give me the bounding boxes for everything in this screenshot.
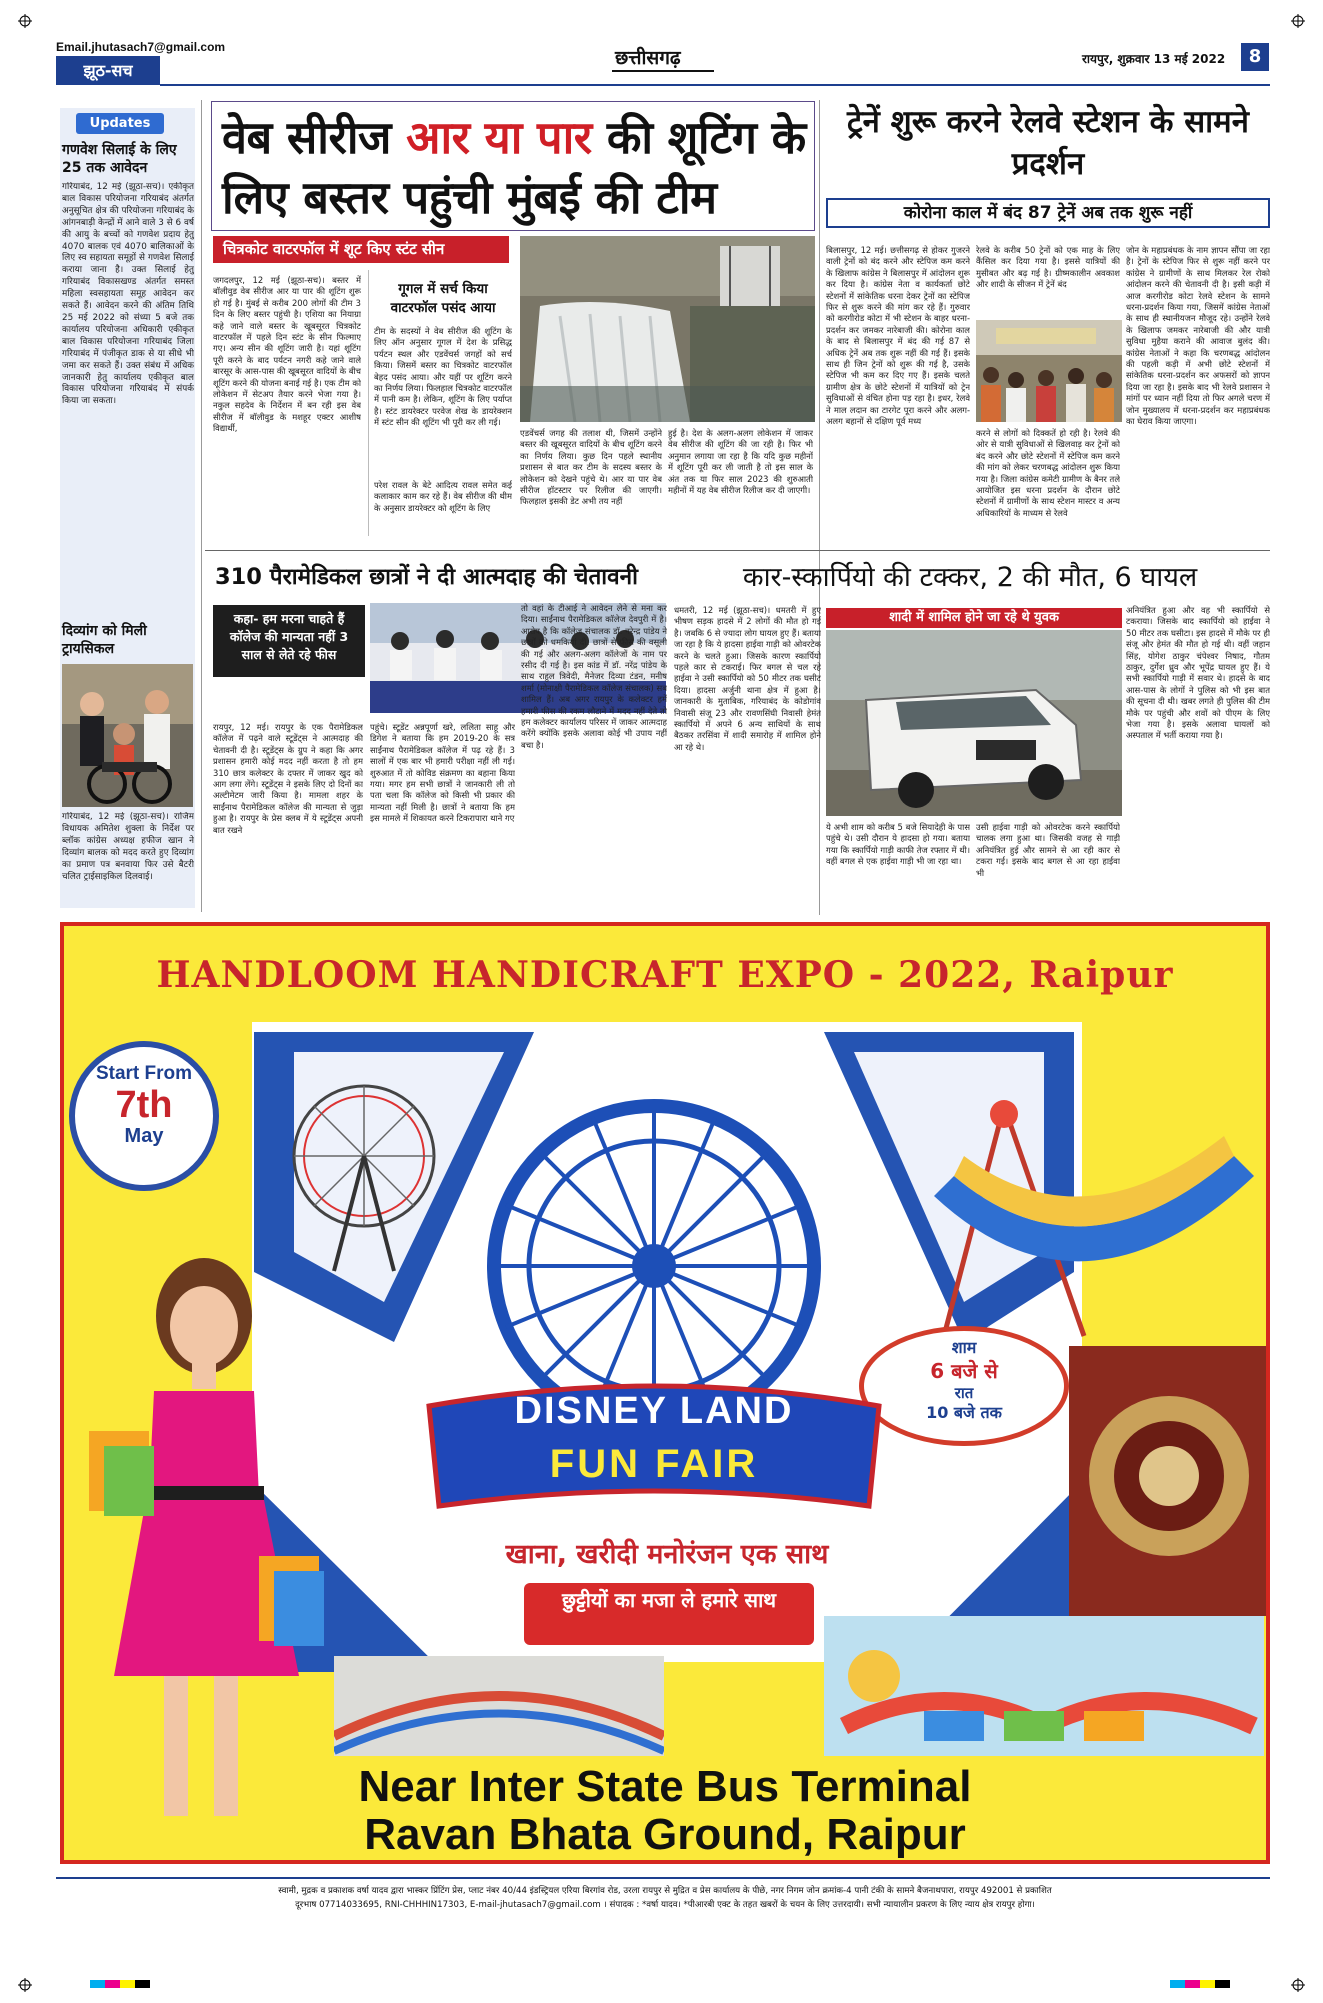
logo-text-top: DISNEY LAND bbox=[514, 1390, 794, 1432]
story-body: धमतरी, 12 मई (झूठा-सच)। धमतरी में हुए भीषण सड़क हादसे में 2 लोगों की मौत हो गई है। जबकि 6 से ज्यादा लोग घायल हुए हैं। बताया जा रहा है कि ये हादसा हाईवा गाड़ी को ओवरटेक करने के चलते हुआ। जिसके कारण स्कार्पियो पहले कार से टकराई। फिर बगल से चल रहे हाईवा ने उसी स्कार्पियो को 50 मीटर तक घसीट दिया। हादसा अर्जुनी थाना क्षेत्र में हुआ है। जानकारी के मुताबिक, गरियाबंद के कोडोगांव निवासी संजू 23 और रावणसिंघी निवासी हेमंत स्कार्पियो में अपने 6 अन्य साथियों के साथ बैठकर तरसिंवा में शादी समारोह में शामिल होने आ रहे थे। bbox=[674, 605, 821, 752]
story-body: ये अभी शाम को करीब 5 बजे सियादेही के पास पहुंचे थे। उसी दौरान ये हादसा हो गया। बताया गया कि स्कार्पियो गाड़ी काफी तेज रफ्तार में थी। वहीं बगल से एक हाईवा गाड़ी भी जा रहा था। bbox=[826, 822, 970, 867]
advertisement bbox=[60, 922, 1270, 1864]
story-body: रायपुर, 12 मई। रायपुर के एक पैरामेडिकल कॉलेज में पढ़ने वाले स्टूडेंट्स ने आत्मदाह की चेतावनी दी है। स्टूडेंट्स के ग्रुप ने कहा कि अगर प्रशासन हमारी कोई मदद नहीं करता है तो हम 310 छात्र कलेक्टर के दफ्तर में जाकर खुद को आग लगा लेंगे। स्टूडेंट्स ने इसके लिए दो दिनों का अल्टीमेटम जारी किया है। मामला शहर के साईंनाथ पैरामेडिकल कॉलेज की मान्यता से जुड़ा हुआ है। रायपुर के प्रेस क्लब में ये स्टूडेंट्स अपनी बात रखने bbox=[213, 722, 363, 835]
section-name: छत्तीसगढ़ bbox=[615, 47, 681, 69]
story-body: हुई है। देश के अलग-अलग लोकेशन में जाकर वेब सीरीज की शूटिंग की जा रही है। फिर भी अनुमान लगाया जा रहा है कि यदि कुछ महीनों में शूटिंग पूरी कर ली जाती है तो इस साल के अंत तक या फिर साल 2023 की शुरुआती महीनों में यह वेब सीरीज रिलीज कर दी जाएगी। bbox=[668, 428, 813, 496]
sidebar-headline: गणवेश सिलाई के लिए 25 तक आवेदन bbox=[62, 142, 177, 176]
holiday-banner: छुट्टीयों का मजा ले हमारे साथ bbox=[524, 1583, 814, 1645]
timing-text: शाम bbox=[951, 1338, 977, 1357]
story-body: करने से लोगों को दिक्कतें हो रही है। रेलवे की ओर से यात्री सुविधाओं से खिलवाड़ कर ट्रेनों को बंद करने और छोटे स्टेशनों में स्टेपिज कम करने की मांग को लेकर चरणबद्ध आंदोलन शुरू किया गया है। जिला कांग्रेस कमेटी ग्रामीण के बैनर तले आयोजित इस धरना प्रदर्शन के दौरान छोटे स्टेशनों में ग्रामीणों के साथ स्टेशन मास्टर व अन्य अधिकारियों के माध्यम से रेलवे bbox=[976, 428, 1120, 518]
story-body: तो वहां के टीआई ने आवेदन लेने से मना कर दिया। साईंनाथ पैरामेडिकल कॉलेज देवपुरी में है। आरोप है कि कॉलेज संचालक डॉ. नरेन्द्र पांडेय ने छात्रों को धमकियां दी। छात्रों से फीस की वसूली की गई और अलग-अलग कॉलेजों के नाम पर रसीद दी गई है। इस कांड में डॉ. नरेंद्र पांडेय के साथ राहुल त्रिवेदी, मैनेजर दिव्या टंडन, मनीष शर्मा (मोनाक्षी पैरामेडिकल कॉलेज संचालक) सब शामिल हैं। अब अगर रायपुर के कलेक्टर हमें हमारी फीस की रकम लौटाने में मदद नहीं देते तो हम कलेक्टर कार्यालय परिसर में जाकर आत्मदाह करेंगे क्योंकि इसके अलावा कोई भी उपाय नहीं बचा है। bbox=[521, 603, 667, 750]
logo-text-bottom: FUN FAIR bbox=[549, 1442, 759, 1486]
page-number: 8 bbox=[1241, 43, 1269, 71]
story-body: जगदलपुर, 12 मई (झूठा-सच)। बस्तर में बॉलीवुड वेब सीरीज आर या पार की शूटिंग शुरू हो गई है। मुंबई से करीब 200 लोगों की टीम 3 दिन के लिए बस्तर पहुंची है। एशिया का नियाग्रा कहे जाने वाले बस्तर के खूबसूरत चित्रकोट वाटरफॉल में पहले दिन स्टंट के सीन फिल्माए गए। अन्य सीन की शूटिंग जारी है। यहां शूटिंग पूरी करने के बाद पर्यटन नगरी कहे जाने वाले बारसूर के आस-पास की खूबसूरत वादियों के बीच शूटिंग करने की योजना बनाई गई है। एक टीम को लोकेशन में सेटअप तैयार करने भेजा गया है। नकुल सहदेव के निर्देशन में बन रही इस वेब सीरीज में बॉलीवुड के मशहूर एक्टर आशीष विद्यार्थी, bbox=[213, 275, 361, 434]
imprint-line: दूरभाष 07714033695, RNI-CHHHIN17303, E-mail-jhutasach7@gmail.com । संपादक : *वर्षा यादव। *पीआरबी एक्ट के तहत खबरों के चयन के लिए उत्तरदायी। सभी न्यायालीन प्रकरण के लिए न्याय क्षेत्र रायपुर होगा। bbox=[295, 1900, 1035, 1910]
section-rule bbox=[205, 550, 1270, 551]
train-headline: ट्रेनें शुरू करने रेलवे स्टेशन के सामने प्रदर्शन bbox=[847, 104, 1249, 182]
column-divider bbox=[201, 100, 202, 912]
start-day-text: 7th bbox=[115, 1084, 173, 1126]
venue-line: Ravan Bhata Ground, Raipur bbox=[364, 1810, 966, 1859]
wrecked-suv-photo bbox=[826, 630, 1122, 816]
brand-tab: झूठ-सच bbox=[56, 56, 160, 85]
web-series-headline bbox=[222, 108, 810, 228]
disney-land-logo bbox=[419, 1376, 889, 1516]
masthead-rule bbox=[160, 84, 1270, 86]
timing-text: 10 बजे तक bbox=[926, 1403, 1002, 1422]
web-series-subhead: चित्रकोट वाटरफॉल में शूट किए स्टंट सीन bbox=[213, 236, 509, 263]
footer-rule bbox=[56, 1877, 1270, 1879]
timing-text: 6 बजे से bbox=[930, 1359, 998, 1383]
color-calibration-strip bbox=[1170, 1980, 1230, 1988]
sidebar-headline: दिव्यांग को मिली ट्रायसिकल bbox=[62, 623, 147, 657]
story-body: परेश रावल के बेटे आदित्य रावल समेत कई कलाकार काम कर रहे हैं। वेब सीरीज की थीम के अनुसार डायरेक्टर को शूटिंग के लिए bbox=[374, 480, 512, 513]
section-underline bbox=[612, 70, 714, 72]
paramedical-headline: 310 पैरामेडिकल छात्रों ने दी आत्मदाह की चेतावनी bbox=[215, 564, 638, 590]
tricycle-photo bbox=[62, 664, 193, 807]
sidebar-story-body: गरियाबंद, 12 मई (झूठा-सच)। एकीकृत बाल विकास परियोजना गरियाबंद अंतर्गत अनुसूचित क्षेत्र की परियोजना गरियाबंद के आंगनबाड़ी केन्द्रों में आने वाले 3 से 6 वर्ष की आयु के बच्चों को गणवेश प्रदाय हेतु 4070 बालक एवं 4070 बालिकाओं के लिए स्व सहायता समूहों से गणवेश सिलाई कराया जाना है। उक्त सिलाई हेतु गरियाबंद विकासखण्ड अंतर्गत समस्त महिला स्वसहायता समूह आवेदन कर सकते हैं। आवेदन करने की अंतिम तिथि 25 मई 2022 को संध्या 5 बजे तक कार्यालय परियोजना अधिकारी एकीकृत बाल विकास परियोजना गरियाबंद जिला गरियाबंद में पंजीकृत डाक से या सीधे भी जमा कर सकते हैं। उक्त संबंध में अधिक जानकारी हेतु कार्यालय एकीकृत बाल विकास परियोजना गरियाबंद में संपर्क किया जा सकता। bbox=[62, 182, 194, 407]
headline-part: वेब सीरीज bbox=[222, 111, 407, 164]
registration-mark bbox=[18, 1978, 32, 1992]
start-from-text: Start From bbox=[95, 1063, 193, 1084]
car-accident-headline: कार-स्कार्पियो की टक्कर, 2 की मौत, 6 घायल bbox=[742, 562, 1198, 593]
ferris-wheel-left-icon bbox=[279, 1076, 449, 1276]
train-subhead: कोरोना काल में बंद 87 ट्रेनें अब तक शुरू नहीं bbox=[826, 198, 1270, 228]
expo-title: HANDLOOM HANDICRAFT EXPO - 2022, Raipur bbox=[156, 954, 1174, 996]
waterfall-photo bbox=[520, 236, 815, 422]
dateline: रायपुर, शुक्रवार 13 मई 2022 bbox=[1082, 52, 1226, 66]
sidebar-story-body: गरियाबंद, 12 मई (झूठा-सच)। राजिम विधायक अमितेश शुक्ला के निर्देश पर ब्लॉक कांग्रेस अध्यक्ष हफीज खान ने दिव्यांग बालक को मदद करते हुए दिव्यांग का प्रमाण पत्र बनवाया फिर उसे बैटरी चलित ट्राईसाइकिल दिलवाई। bbox=[62, 812, 194, 882]
ad-tagline: खाना, खरीदी मनोरंजन एक साथ bbox=[505, 1539, 829, 1570]
registration-mark bbox=[1291, 14, 1305, 28]
story-body: जोन के महाप्रबंधक के नाम ज्ञापन सौंपा जा रहा है। ट्रेनों के स्टेपिज फिर से शुरू नहीं करने पर कांग्रेस ने ग्रामीणों के साथ मिलकर रेल रोको आंदोलन करने की चेतावनी दी है। इसी कड़ी में आज करगीरोड कोटा रेलवे स्टेशन के सामने धरना-प्रदर्शन किया गया, जिसमें कांग्रेस नेताओं के साथ ही स्थानीयजन मौजूद रहे। उन्होंने रेलवे के खिलाफ जमकर नारेबाजी की और यात्री सुविधा मुहैया कराने की आवाज बुलंद की। कांग्रेस नेताओं ने कहा कि चरणबद्ध आंदोलन की पहली कड़ी में अभी छोटे स्टेशनों में सांकेतिक धरना-प्रदर्शन कर अफसरों को ज्ञापन दिया जा रहा है। इसके बाद भी रेलवे प्रशासन ने मांगों पर ध्यान नहीं दिया तो फिर अगले चरण में जोन मुख्यालय में धरना-प्रदर्शन कर महाप्रबंधक का घेराव किया जाएगा। bbox=[1126, 245, 1270, 427]
carousel-ride-icon bbox=[334, 1656, 664, 1756]
updates-badge: Updates bbox=[76, 113, 164, 134]
start-date-badge bbox=[69, 1041, 219, 1191]
venue-line: Near Inter State Bus Terminal bbox=[358, 1762, 972, 1811]
start-month-text: May bbox=[124, 1125, 164, 1147]
imprint-line: स्वामी, मुद्रक व प्रकाशक वर्षा यादव द्वारा भास्कर प्रिंटिंग प्रेस, प्लाट नंबर 40/44 इंडस्ट्रियल एरिया बिरगांव रोड, उरला रायपुर से मुद्रित व प्रेस कार्यालय के पीछे, नगर निगम जोन क्रमांक-4 पानी टंकी के सामने बैजनाथपारा, रायपुर 492001 से प्रकाशित bbox=[278, 1886, 1052, 1896]
sidebox-body: टीम के सदस्यों ने वेब सीरीज की शूटिंग के लिए ऑन अनुसार गूगल में देश के प्रसिद्ध पर्यटन स्थल और एडवेंचर्स जगहों को सर्च किया। जिसमें बस्तर का चित्रकोट वाटरफॉल बेहद पसंद आया। और यहीं पर शूटिंग करने का निर्णय लिया। फिलहाल चित्रकोट वाटरफॉल में पानी कम है। लेकिन, शूटिंग के लिए पर्याप्त है। स्टंट डायरेक्टर परवेज शेख के डायरेक्शन में स्टंट सीन की शूटिंग भी पूरी कर ली गई। bbox=[374, 326, 512, 428]
dragon-train-ride-icon bbox=[824, 1616, 1264, 1756]
paramedical-subhead: कहा- हम मरना चाहते हैं कॉलेज की मान्यता नहीं 3 साल से लेते रहे फीस bbox=[213, 605, 365, 677]
headline-part: की शूटिंग के लिए बस्तर पहुंची मुंबई की टीम bbox=[222, 111, 806, 224]
story-body: अनियंत्रित हुआ और वह भी स्कार्पियो से टकराया। जिसके बाद स्कार्पियो को हाईवा ने 50 मीटर तक घसीटा। इस हादसे में मौके पर ही संजू और हेमंत की मौत हो गई थी। वहीं जहान सिंह, योगेश ठाकुर चंपेश्वर निषाद, गौतम ठाकुर, दुर्गेश ध्रुव और भूपेंद्र घायल हुए हैं। ये सभी स्कार्पियो गाड़ी में सवार थे। हादसे के बाद आस-पास के लोगों ने पुलिस को भी इस बात की सूचना दी थी। खबर लगते ही पुलिस की टीम मौके पर पहुंची और शवों को पीएम के लिए भेजा गया है। इसके अलावा घायलों को अस्पताल में भर्ती कराया गया है। bbox=[1126, 605, 1270, 741]
color-calibration-strip bbox=[90, 1980, 150, 1988]
story-body: एडवेंचर्स जगह की तलाश थी, जिसमें उन्होंने बस्तर की खूबसूरत वादियों के बीच शूटिंग करने का निर्णय लिया। कुछ दिन पहले स्थानीय प्रशासन से बात कर टीम के सदस्य बस्तर के लोकेशन को देखने पहुंचे थे। आर या पार वेब सीरीज हॉटस्टार पर रिलीज की जाएगी। फिलहाल इसकी डेट अभी तय नहीं bbox=[520, 428, 662, 507]
story-body: पहुंचे। स्टूडेंट अन्नपूर्णा खरे, ललिता साहू और डिगेश ने बताया कि हम 2019-20 के सत्र साईंनाथ पैरामेडिकल कॉलेज में पढ़ रहे हैं। 3 सालों में एक बार भी हमारी परीक्षा नहीं ली गई। शुरुआत में तो कोविड संक्रमण का बहाना किया गया। मगर हम सभी छात्रों ने जानकारी ली तो पता चला कि कॉलेज को किसी भी प्रकार की मान्यता नहीं मिली है। छात्रों ने बताया कि हम इस मामले में शिकायत करने टिकरापारा थाने गए bbox=[370, 722, 515, 824]
story-body: उसी हाईवा गाड़ी को ओवरटेक करने स्कार्पियो चालक लगा हुआ था। जिसकी वजह से गाड़ी अनियंत्रित हुई और सामने से आ रही कार से टकरा गई। इसके बाद बगल से आ रहा हाईवा भी bbox=[976, 822, 1120, 878]
story-body: बिलासपुर, 12 मई। छत्तीसगढ़ से होकर गुजरने वाली ट्रेनों को बंद करने और स्टेपिज कम करने के खिलाफ कांग्रेस ने बिलासपुर में आंदोलन शुरू कर दिया है। कांग्रेस नेता व कार्यकर्ता छोटे स्टेशनों में सांकेतिक धरना देकर ट्रेनों का स्टेपिज फिर से शुरू करने की मांग कर रहे हैं। गुरुवार को करगीरोड कोटा में भी स्टेशन के बाहर धरना-प्रदर्शन कर जमकर नारेबाजी की। कोरोना काल के बाद से बिलासपुर में बंद की गई 87 से अधिक ट्रेनें अब तक शुरू नहीं की गई हैं। इसके साथ ही जिन ट्रेनों को शुरू की गई है, उसके स्टेपिज भी कम कर दिए गए हैं। इसके चलते ग्रामीण क्षेत्र के छोटे स्टेशनों में यात्रियों को ट्रेन सुविधाओं से वंचित होना पड़ रहा है। इधर, रेलवे ने माल लदान का टारगेट पूरा करने और अलग-अलग बहानों से दक्षिण पूर्व मध्य bbox=[826, 245, 970, 427]
car-accident-subhead: शादी में शामिल होने जा रहे थे युवक bbox=[826, 608, 1122, 628]
sidebox-headline: गूगल में सर्च किया वाटरफॉल पसंद आया bbox=[390, 281, 496, 316]
protest-photo bbox=[976, 320, 1122, 422]
story-body: रेलवे के करीब 50 ट्रेनों को एक माह के लिए कैंसिल कर दिया गया है। इससे यात्रियों की मुसीबत और बढ़ गई है। ग्रीष्मकालीन अवकाश और शादी के सीजन में ट्रेनें बंद bbox=[976, 245, 1120, 290]
email-line: Email.jhutasach7@gmail.com bbox=[56, 40, 226, 54]
pirate-ship-ride-icon bbox=[884, 1096, 1264, 1346]
registration-mark bbox=[18, 14, 32, 28]
registration-mark bbox=[1291, 1978, 1305, 1992]
timing-badge bbox=[859, 1326, 1069, 1446]
headline-highlight: आर या पार bbox=[406, 111, 592, 164]
timing-text: रात bbox=[954, 1384, 974, 1402]
rug-display-image bbox=[1069, 1346, 1266, 1616]
